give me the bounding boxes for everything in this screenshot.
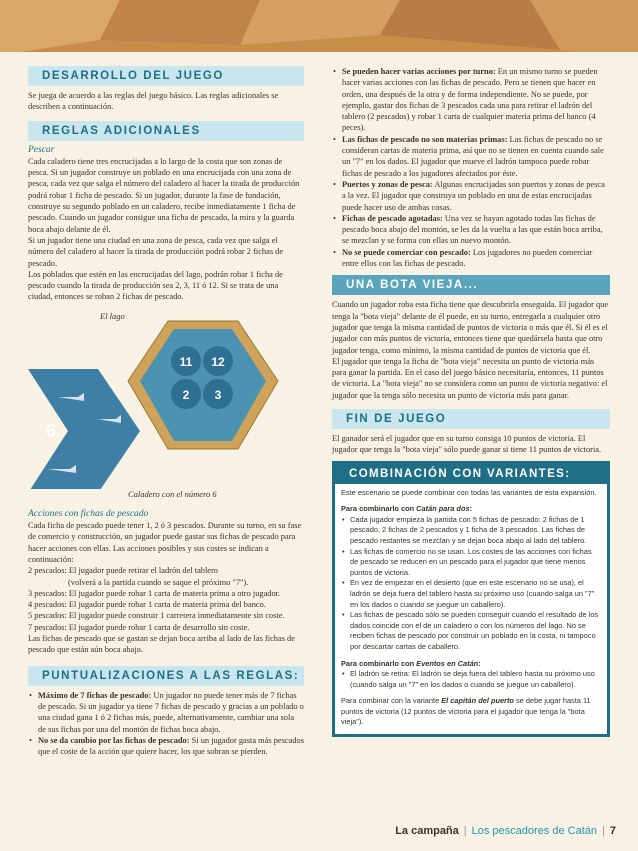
list-item: • En vez de empezar en el desierto (que en este escenario no se usa), el ladrón se deja fuera del tablero hasta su próximo uso (cuando salga un "7" en los dados o cuando se juegue un caballero). [341,578,601,610]
list-item: • Puertos y zonas de pesca: Algunas encrucijadas son puertos y zonas de pesca a la vez. El jugador que construya un poblado en una de estas encrucijadas puede hacer uso de ambas cosas. [332,179,610,213]
footer-part-scenario: Los pescadores de Catán [471,825,598,837]
reglas-paragraph-2: Si un jugador tiene una ciudad en una zona de pesca, cada vez que salga el número del caladero al hacer la tirada de producción podrá robar 2 fichas de pescado. [28,235,284,268]
header-board-artwork [0,0,638,62]
list-item: • Se pueden hacer varias acciones por turno: En un mismo turno se pueden hacer varias acciones con las fichas de pescado. Pero se tienen que hacer en orden, una después de la otra y de forma independiente. No se puede, por ejemplo, gastar dos fichas de 3 pescados cada una para retirar el ladrón del tablero (2 pescados) y robar 1 carta de cualquier materia prima del banco (4 peces). [332,66,610,134]
section-header-bota: UNA BOTA VIEJA... [332,275,610,295]
fin-paragraph: El ganador será el jugador que en su turno consiga 10 puntos de victoria. El jugador que tenga la "bota vieja" sólo puede ganar si tiene 11 puntos de victoria. [332,434,602,455]
list-item: • Las fichas de pescado no son materias primas: Las fichas de pescado no se consideran cartas de materia prima, así que no se tienen en cuenta cuando sale un "7" en los dados. El jugador que mueve el ladrón tampoco puede robar fichas de pescado a los jugadores afectados por éste. [332,134,610,179]
acciones-line-1: 2 pescados: El jugador puede retirar el ladrón del tablero [28,566,218,576]
section-header-reglas: REGLAS ADICIONALES [28,121,304,141]
lake-number-2: 2 [182,387,190,402]
desarrollo-text: Se juega de acuerdo a las reglas del juego básico. Las reglas adicionales se describen a continuación. [28,91,279,112]
fishing-ground-number: 6. [46,420,62,441]
lake-number-11: 11 [179,354,193,369]
list-item: • Las fichas de pescado sólo se pueden conseguir cuando el resultado de los dados coincide con el de un caladero o con los números del lago. No se reciben fichas de pescado por construir un poblado en la costa, ni tampoco por descartar cartas de caballero. [341,610,601,652]
footer-part-campaign: La campaña [395,825,459,837]
combination-lead-dos: Para combinarlo con Catán para dos: [341,504,473,514]
acciones-intro: Cada ficha de pescado puede tener 1, 2 ó 3 pescados. Durante su turno, en su fase de comercio y construcción, un jugador puede gastar sus fichas de pescado para hacer acciones con ellas. Las acciones posibles y sus costes se indican a continuación: [28,521,302,564]
list-item: • No se puede comerciar con pescado: Los jugadores no pueden comerciar entre ellos con las fichas de pescado. [332,247,610,270]
lake-hex-illustration [28,309,304,489]
acciones-line-3: 3 pescados: El jugador puede robar 1 carta de materia prima a otro jugador. [28,588,281,598]
right-column [332,66,610,737]
list-item: • Cada jugador empieza la partida con 5 fichas de pescado: 2 fichas de 1 pescado, 2 fichas de 2 pescados y 1 ficha de 3 pescados. Las fichas de pescado restantes se mezclan y se dejan boca abajo al lado del tablero. [341,515,601,547]
combination-box [332,461,610,737]
reglas-paragraph-1: Cada caladero tiene tres encrucijadas a lo largo de la costa que son zonas de pesca. Si un jugador construye un poblado en una encrucijada con una zona de pesca, cada vez que salga el número del caladero al hacer la tirada de producción podrá robar 1 ficha de pescado. Si un jugador, durante la fase de fundación, construye su segundo poblado en un caladero, recibe inmediatamente 1 ficha de pescado. Cuando un jugador consigue una ficha de pescado, la mira y la guarda boca abajo delante de él. [28,156,300,234]
list-item: • Máximo de 7 fichas de pescado: Un jugador no puede tener más de 7 fichas de pescado. Si un jugador ya tiene 7 fichas de pescado y gracias a un poblado o una ciudad gana 1 ó 2 fichas más, puede, alternativamente, cambiar una sola de sus fichas por una del montón de fichas boca abajo. [28,690,304,735]
list-item: • Las fichas de comercio no se usan. Los costes de las acciones con fichas de pescado se reducen en un pescado para el jugador que tiene menos puntos de victoria. [341,547,601,579]
lake-caption: El lago [100,310,125,321]
bota-paragraph-1: Cuando un jugador roba esta ficha tiene que descubrirla enseguida. El jugador que tenga la "bota vieja" delante de él puede, en su turno, entregarla a cualquier otro jugador que tenga la misma cantidad de puntos de victoria o más que él. Si él es el jugador con más puntos de victoria, entonces tiene que quedársela hasta que otro jugador tenga, como mínimo, la misma cantidad de puntos de victoria que él. [332,300,609,355]
left-column [28,66,304,757]
acciones-line-5: 5 pescados: El jugador puede construir 1 carretera inmediatamente sin coste. [28,611,285,621]
rules-clarifications-list [332,66,610,269]
combination-lead-eventos: Para combinarlo con Eventos en Catán: [341,658,481,668]
reglas-paragraph-3: Los poblados que estén en las encrucijadas del lago, podrán robar 1 ficha de pescado cuando la tirada de producción sea 2, 3, 11 ó 12. Si se trata de una ciudad, entonces se roban 2 fichas de pescado. [28,269,283,302]
subheading-acciones: Acciones con fichas de pescado [28,508,149,519]
footer-separator: | [602,825,605,837]
combination-intro: Este escenario se puede combinar con todas las variantes de esta expansión. [341,487,597,497]
section-header-fin: FIN DE JUEGO [332,409,610,429]
section-header-puntualizaciones: PUNTUALIZACIONES A LAS REGLAS: [28,666,304,686]
list-item: • Fichas de pescado agotadas: Una vez se hayan agotado todas las fichas de pescado boca abajo del montón, se les da la vuelta a las que están boca arriba, se mezclan y se forma con ellas un nuevo montón. [332,213,610,247]
section-header-desarrollo: DESARROLLO DEL JUEGO [28,66,304,86]
lake-number-3: 3 [214,387,222,402]
lake-number-12: 12 [211,354,225,369]
list-item: • El ladrón se retira: El ladrón se deja fuera del tablero hasta su próximo uso (cuando salga un "7" en los dados o cuando se juegue un caballero). [341,669,601,690]
combination-list-dos [341,515,601,653]
page-footer [395,825,616,837]
acciones-line-4: 4 pescados: El jugador puede robar 1 carta de materia prima del banco. [28,600,266,610]
acciones-line-6: 7 pescados: El jugador puede robar 1 carta de desarrollo sin coste. [28,622,250,632]
acciones-line-7: Las fichas de pescado que se gastan se dejan boca arriba al lado de las fichas de pescado que están aún boca abajo. [28,634,295,655]
fishing-ground-caption: Caladero con el número 6 [128,488,217,499]
acciones-line-2: (volverá a la partida cuando se saque el próximo "7"). [68,577,249,587]
combination-list-eventos [341,669,601,690]
footer-separator: | [463,825,467,837]
subheading-pescar: Pescar [28,144,55,155]
puntualizaciones-list [28,690,304,758]
list-item: • No se da cambio por las fichas de pescado: Si un jugador gasta más pescados que el coste de la acción que quiere hacer, los que sobran se pierden. [28,735,304,758]
lake-and-fishing-figure [28,309,304,501]
page-number: 7 [609,825,616,837]
combination-final: Para combinar con la variante El capitán del puerto se debe jugar hasta 11 puntos de victoria (12 puntos de victoria para el jugador que tenga la "bota vieja"). [341,696,591,727]
combination-header: COMBINACIÓN CON VARIANTES: [335,464,607,484]
bota-paragraph-2: El jugador que tenga la ficha de "bota vieja" necesita un punto de victoria más para ganar la partida. En el caso del juego básico necesitaría, entonces, 11 puntos de victoria. La "bota vieja" no se considera como un punto de victoria negativo: el jugador que la tenga sólo necesita un punto de victoria más para ganar. [332,356,608,400]
